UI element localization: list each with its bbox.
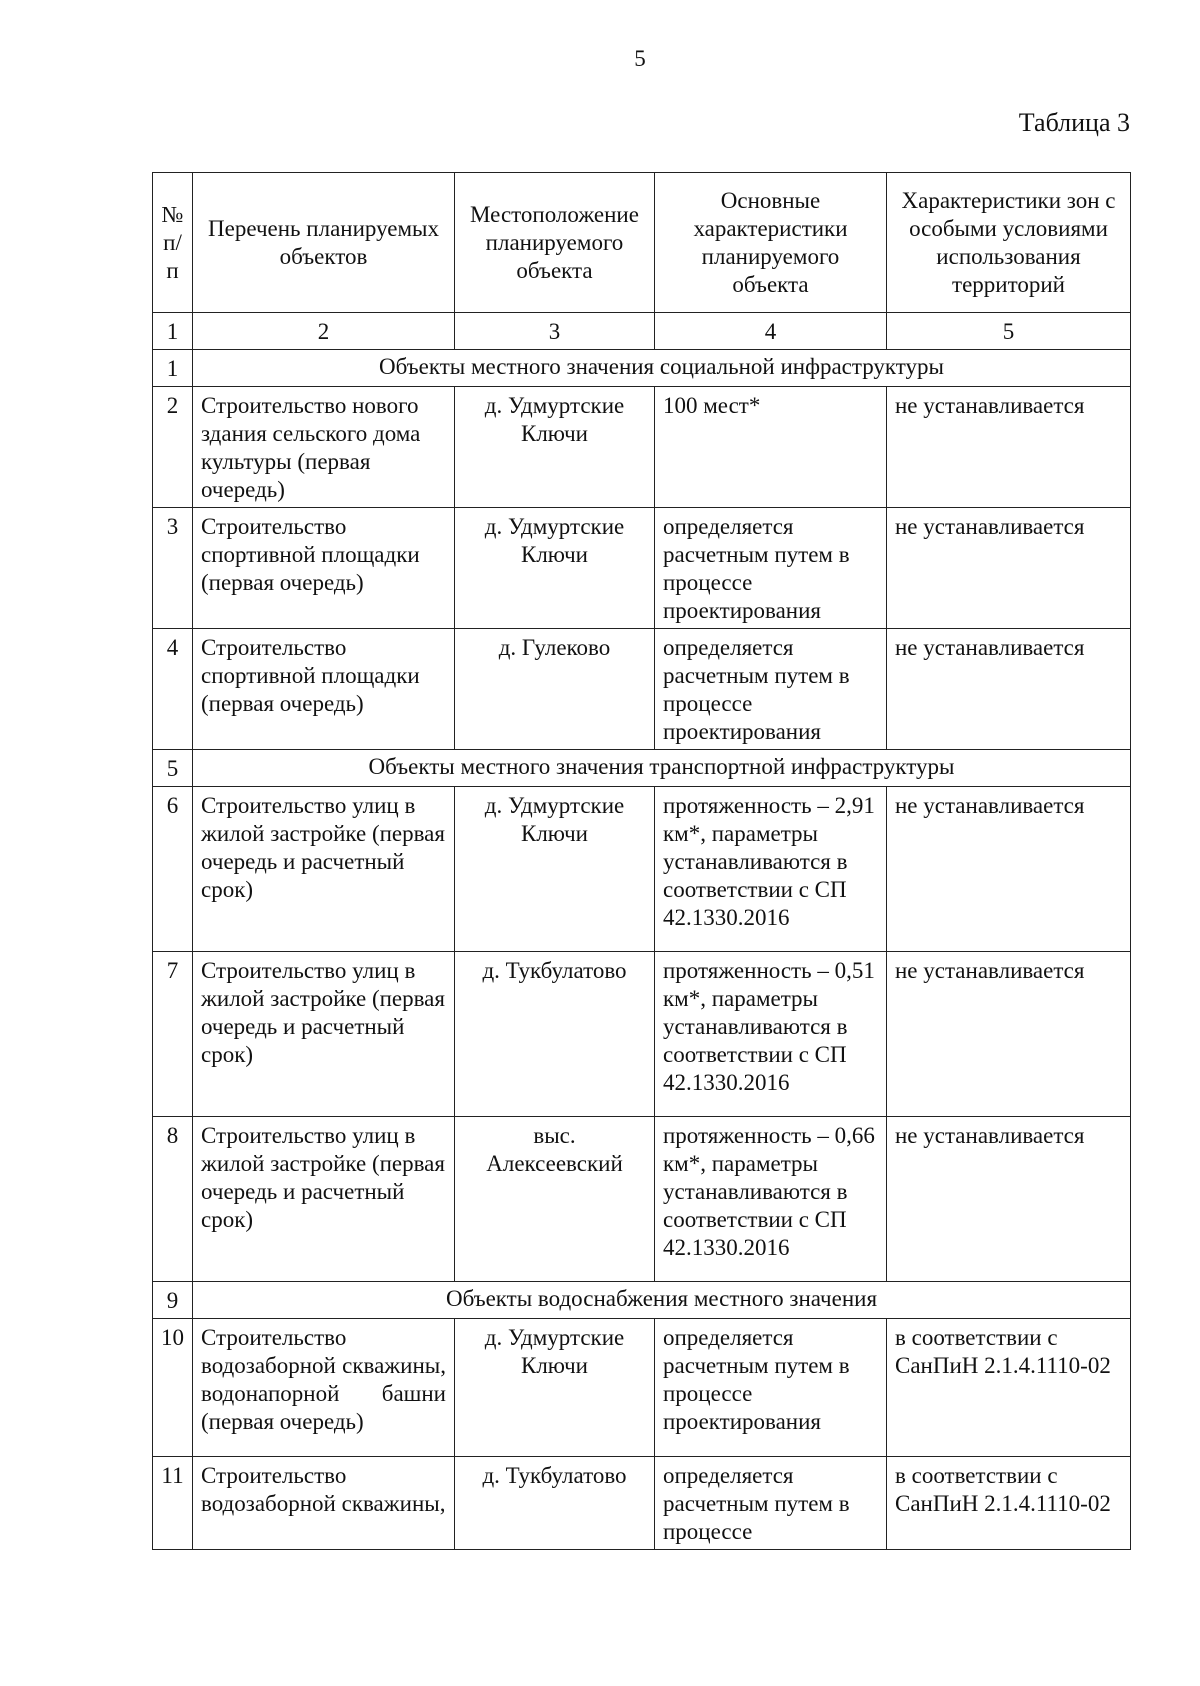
row-number: 10 bbox=[153, 1319, 193, 1457]
table-row bbox=[153, 629, 1131, 750]
section-title: Объекты местного значения транспортной инфраструктуры bbox=[193, 750, 1131, 787]
row-number: 7 bbox=[153, 952, 193, 1117]
object-characteristics: определяется расчетным путем в процессе проектирования bbox=[655, 1319, 887, 1457]
table-row bbox=[153, 1457, 1131, 1550]
section-title: Объекты местного значения социальной инфраструктуры bbox=[193, 350, 1131, 387]
header-location: Местоположение планируемого объекта bbox=[455, 173, 655, 313]
object-location: д. Удмуртские Ключи bbox=[455, 508, 655, 629]
zone-characteristics: в соответствии с СанПиН 2.1.4.1110-02 bbox=[887, 1457, 1131, 1550]
row-number: 11 bbox=[153, 1457, 193, 1550]
object-name: Строительство спортивной площадки (первая очередь) bbox=[193, 508, 455, 629]
column-number: 3 bbox=[455, 313, 655, 350]
table-row bbox=[153, 508, 1131, 629]
zone-characteristics: не устанавливается bbox=[887, 629, 1131, 750]
column-number-row bbox=[153, 313, 1131, 350]
object-name: Строительство нового здания сельского дома культуры (первая очередь) bbox=[193, 387, 455, 508]
object-characteristics: протяженность – 0,66 км*, параметры устанавливаются в соответствии с СП 42.1330.2016 bbox=[655, 1117, 887, 1282]
header-number: № п/п bbox=[153, 173, 193, 313]
object-location: д. Тукбулатово bbox=[455, 952, 655, 1117]
object-name: Строительство спортивной площадки (первая очередь) bbox=[193, 629, 455, 750]
table-caption: Таблица 3 bbox=[1018, 108, 1130, 137]
header-objects: Перечень планируемых объектов bbox=[193, 173, 455, 313]
object-name: Строительство водозаборной скважины, водонапорной башни (первая очередь) bbox=[193, 1319, 455, 1457]
zone-characteristics: не устанавливается bbox=[887, 1117, 1131, 1282]
section-title: Объекты водоснабжения местного значения bbox=[193, 1282, 1131, 1319]
zone-characteristics: не устанавливается bbox=[887, 508, 1131, 629]
object-name: Строительство улиц в жилой застройке (первая очередь и расчетный срок) bbox=[193, 787, 455, 952]
zone-characteristics: не устанавливается bbox=[887, 387, 1131, 508]
zone-characteristics: не устанавливается bbox=[887, 787, 1131, 952]
table-row bbox=[153, 952, 1131, 1117]
table-header-row bbox=[153, 173, 1131, 313]
table-row bbox=[153, 1117, 1131, 1282]
section-row bbox=[153, 350, 1131, 387]
header-zones: Характеристики зон с особыми условиями использования территорий bbox=[887, 173, 1131, 313]
object-location: д. Удмуртские Ключи bbox=[455, 387, 655, 508]
row-number: 9 bbox=[153, 1282, 193, 1319]
column-number: 2 bbox=[193, 313, 455, 350]
section-row bbox=[153, 1282, 1131, 1319]
table-row bbox=[153, 1319, 1131, 1457]
column-number: 5 bbox=[887, 313, 1131, 350]
page-number: 5 bbox=[634, 46, 646, 71]
object-characteristics: определяется расчетным путем в процессе проектирования bbox=[655, 508, 887, 629]
column-number: 4 bbox=[655, 313, 887, 350]
column-number: 1 bbox=[153, 313, 193, 350]
row-number: 2 bbox=[153, 387, 193, 508]
zone-characteristics: не устанавливается bbox=[887, 952, 1131, 1117]
header-characteristics: Основные характеристики планируемого объекта bbox=[655, 173, 887, 313]
section-row bbox=[153, 750, 1131, 787]
object-location: д. Тукбулатово bbox=[455, 1457, 655, 1550]
row-number: 3 bbox=[153, 508, 193, 629]
row-number: 8 bbox=[153, 1117, 193, 1282]
object-characteristics: определяется расчетным путем в процессе bbox=[655, 1457, 887, 1550]
table-row bbox=[153, 387, 1131, 508]
row-number: 4 bbox=[153, 629, 193, 750]
object-location: д. Удмуртские Ключи bbox=[455, 1319, 655, 1457]
planned-objects-table bbox=[152, 172, 1131, 1550]
object-characteristics: 100 мест* bbox=[655, 387, 887, 508]
row-number: 6 bbox=[153, 787, 193, 952]
object-name: Строительство улиц в жилой застройке (первая очередь и расчетный срок) bbox=[193, 952, 455, 1117]
table-row bbox=[153, 787, 1131, 952]
object-location: д. Удмуртские Ключи bbox=[455, 787, 655, 952]
object-location: д. Гулеково bbox=[455, 629, 655, 750]
row-number: 5 bbox=[153, 750, 193, 787]
object-characteristics: определяется расчетным путем в процессе проектирования bbox=[655, 629, 887, 750]
zone-characteristics: в соответствии с СанПиН 2.1.4.1110-02 bbox=[887, 1319, 1131, 1457]
object-location: выс. Алексеевский bbox=[455, 1117, 655, 1282]
object-name: Строительство улиц в жилой застройке (первая очередь и расчетный срок) bbox=[193, 1117, 455, 1282]
object-characteristics: протяженность – 0,51 км*, параметры устанавливаются в соответствии с СП 42.1330.2016 bbox=[655, 952, 887, 1117]
object-characteristics: протяженность – 2,91 км*, параметры устанавливаются в соответствии с СП 42.1330.2016 bbox=[655, 787, 887, 952]
object-name: Строительство водозаборной скважины, bbox=[193, 1457, 455, 1550]
row-number: 1 bbox=[153, 350, 193, 387]
